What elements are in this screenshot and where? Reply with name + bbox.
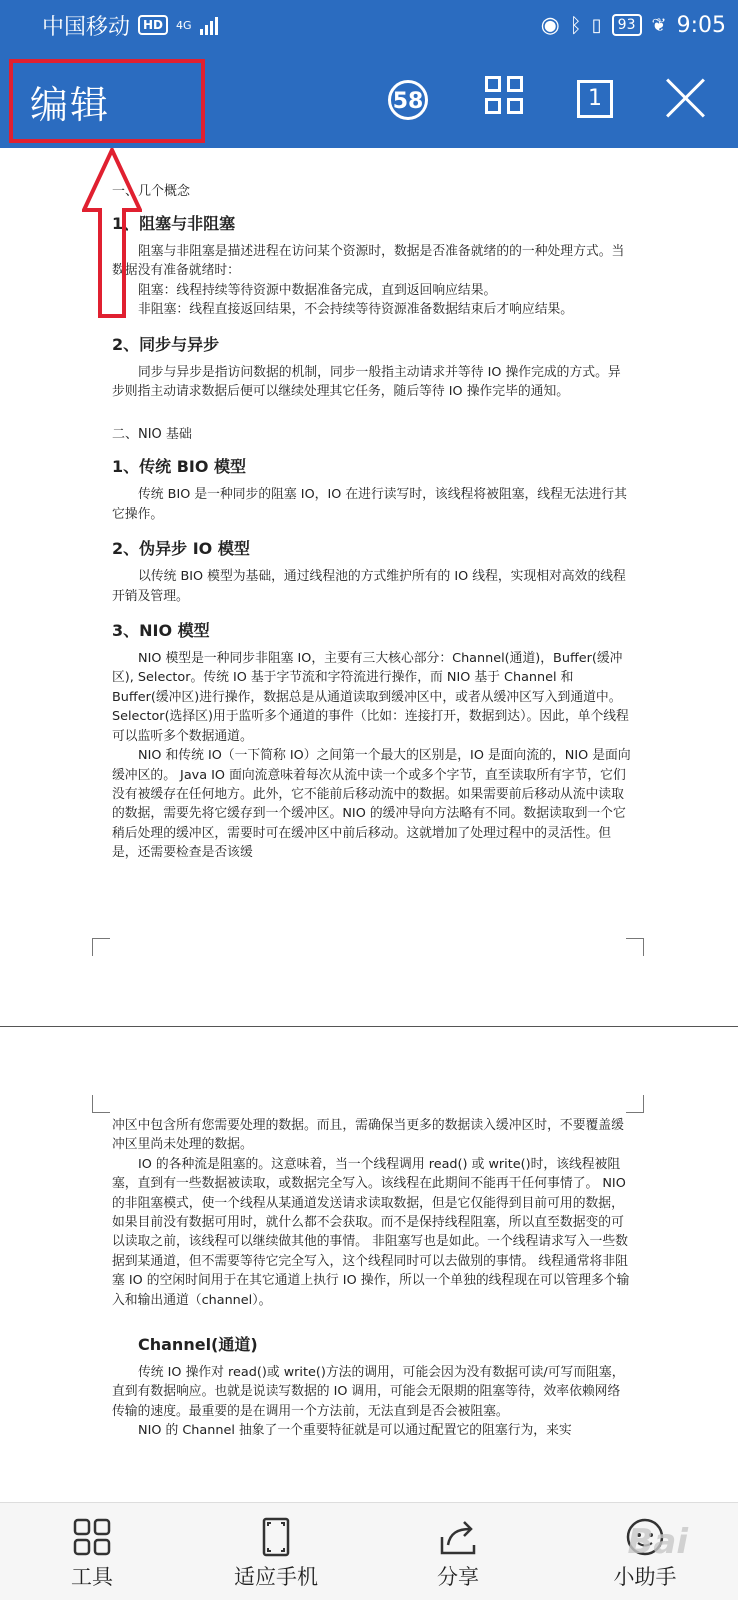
subsection-heading: Channel(通道)	[138, 1335, 258, 1355]
page-corner-mark	[626, 938, 644, 956]
subsection-heading: 1、传统 BIO 模型	[112, 457, 247, 477]
paragraph: 传统 IO 操作对 read()或 write()方法的调用，可能会因为没有数据可读/可写而阻塞，直到有数据响应。也就是说读写数据的 IO 调用，可能会无限期的阻塞等待，效率依赖网络传输的速度。最重要的是在调用一个方法前，无法直到是否会被阻塞。	[112, 1365, 625, 1419]
vibrate-icon: ▯	[591, 14, 602, 36]
leaf-icon: ❦	[651, 14, 667, 36]
hd-badge: HD	[138, 15, 168, 35]
grid-view-icon[interactable]	[485, 76, 529, 120]
page-break	[0, 1026, 738, 1027]
subsection-heading: 3、NIO 模型	[112, 621, 210, 641]
edit-button[interactable]: 编辑	[30, 83, 111, 127]
status-left	[42, 10, 218, 41]
page-corner-mark	[92, 938, 110, 956]
share-icon	[438, 1517, 478, 1557]
document-page-2	[112, 1116, 632, 1441]
status-bar	[0, 0, 738, 50]
paragraph: 阻塞：线程持续等待资源中数据准备完成，直到返回响应结果。	[138, 282, 497, 298]
paragraph: 非阻塞：线程直接返回结果，不会持续等待资源准备数据结束后才响应结果。	[138, 302, 574, 318]
page-corner-mark	[92, 1095, 110, 1113]
page-count-icon[interactable]: 1	[577, 80, 613, 118]
status-right	[541, 13, 726, 38]
share-button[interactable]	[416, 1503, 500, 1601]
paragraph: 阻塞与非阻塞是描述进程在访问某个资源时，数据是否准备就绪的的一种处理方式。当数据没有准备就绪时：	[112, 244, 625, 279]
paragraph: 以传统 BIO 模型为基础，通过线程池的方式维护所有的 IO 线程，实现相对高效的线程开销及管理。	[112, 569, 626, 604]
tools-icon	[72, 1517, 112, 1557]
paragraph: NIO 的 Channel 抽象了一个重要特征就是可以通过配置它的阻塞行为，来实	[138, 1423, 572, 1439]
badge-58-icon[interactable]: 58	[388, 80, 428, 120]
subsection-heading: 2、同步与异步	[112, 334, 220, 354]
fit-phone-icon	[256, 1517, 296, 1557]
paragraph: IO 的各种流是阻塞的。这意味着，当一个线程调用 read() 或 write()时，该线程被阻塞，直到有一些数据被读取，或数据完全写入。该线程在此期间不能再干任何事情了。 NIO 的非阻塞模式，使一个线程从某通道发送请求读取数据，但是它仅能得到目前可用的数据，如果目前没有数据可用时，就什么都不会获取。而不是保持线程阻塞，所以直至数据变的可以读取之前，该线程可以继续做其他的事情。 非阻塞写也是如此。一个线程请求写入一些数据到某通道，但不需要等待它完全写入，这个线程同时可以去做别的事情。 线程通常将非阻塞 IO 的空闲时间用于在其它通道上执行 IO 操作，所以一个单独的线程现在可以管理多个输入和输出通道（channel）。	[112, 1156, 630, 1308]
section-heading: 一、几个概念	[112, 184, 191, 199]
paragraph: NIO 和传统 IO（一下简称 IO）之间第一个最大的区别是，IO 是面向流的，NIO 是面向缓冲区的。 Java IO 面向流意味着每次从流中读一个或多个字节，直至读取所有字节，它们没有被缓存在任何地方。此外，它不能前后移动流中的数据。如果需要前后移动从流中读取的数据，需要先将它缓存到一个缓冲区。NIO 的缓冲导向方法略有不同。数据读取到一个它稍后处理的缓冲区，需要时可在缓冲区中前后移动。这就增加了处理过程中的灵活性。但是，还需要检查是否该缓	[112, 748, 631, 861]
subsection-heading: 1、阻塞与非阻塞	[112, 214, 236, 233]
page-corner-mark	[626, 1095, 644, 1113]
document-page-1	[112, 176, 632, 863]
subsection-heading: 2、伪异步 IO 模型	[112, 539, 250, 559]
tools-button[interactable]	[50, 1503, 134, 1601]
network-type: 4G	[176, 18, 192, 32]
tools-label: 工具	[71, 1565, 113, 1589]
assistant-label: 小助手	[613, 1565, 677, 1589]
close-icon[interactable]	[664, 76, 708, 120]
bluetooth-icon: ᛒ	[569, 13, 582, 37]
watermark-logo: Bai	[627, 1522, 688, 1562]
annotation-arrow-icon	[82, 148, 142, 320]
paragraph: 传统 BIO 是一种同步的阻塞 IO，IO 在进行读写时，该线程将被阻塞，线程无法进行其它操作。	[112, 487, 627, 522]
fit-phone-button[interactable]	[218, 1503, 334, 1601]
section-heading: 二、NIO 基础	[112, 427, 192, 443]
battery-indicator: 93	[612, 14, 642, 36]
clock: 9:05	[676, 12, 726, 38]
share-label: 分享	[437, 1565, 479, 1589]
highlight-box	[9, 59, 205, 143]
signal-icon	[200, 15, 218, 35]
paragraph: 冲区中包含所有您需要处理的数据。而且，需确保当更多的数据读入缓冲区时，不要覆盖缓冲区里尚未处理的数据。	[112, 1118, 624, 1153]
editor-toolbar	[0, 50, 738, 148]
eye-comfort-icon: ◉	[540, 12, 560, 38]
carrier-name: 中国移动	[42, 14, 131, 40]
fit-phone-label: 适应手机	[234, 1565, 318, 1589]
paragraph: NIO 模型是一种同步非阻塞 IO，主要有三大核心部分：Channel(通道)，Buffer(缓冲区), Selector。传统 IO 基于字节流和字符流进行操作，而 NIO 基于 Channel 和 Buffer(缓冲区)进行操作，数据总是从通道读取到缓冲区中，或者从缓冲区写入到通道中。Selector(选择区)用于监听多个通道的事件（比如：连接打开，数据到达）。因此，单个线程可以监听多个数据通道。	[112, 651, 629, 744]
paragraph: 同步与异步是指访问数据的机制，同步一般指主动请求并等待 IO 操作完成的方式。异步则指主动请求数据后便可以继续处理其它任务，随后等待 IO 操作完毕的通知。	[112, 364, 621, 400]
document-viewer[interactable]	[0, 148, 738, 1498]
